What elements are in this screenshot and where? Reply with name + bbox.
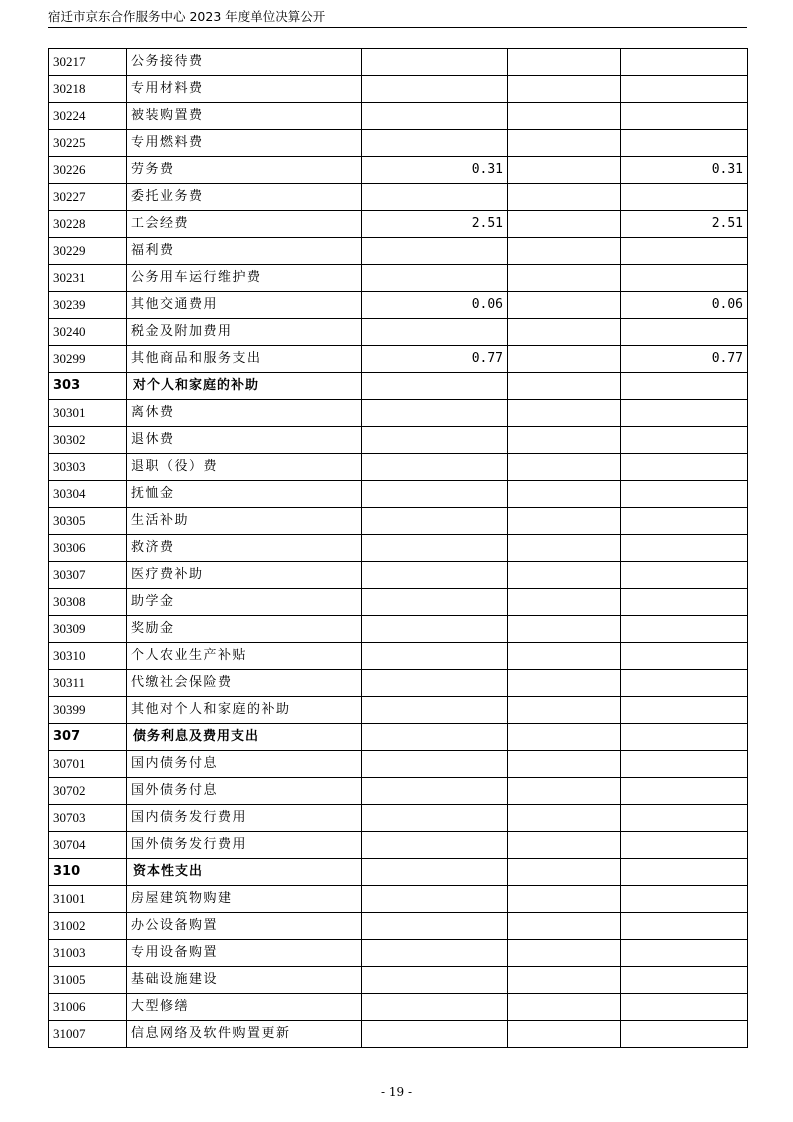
amount-col-1	[362, 913, 508, 940]
amount-col-1	[362, 535, 508, 562]
item-code: 31001	[49, 886, 127, 913]
page-header: 宿迁市京东合作服务中心 2023 年度单位决算公开	[48, 8, 747, 28]
amount-col-1	[362, 940, 508, 967]
table-row	[49, 616, 748, 643]
item-code: 30307	[49, 562, 127, 589]
amount-col-2	[508, 535, 621, 562]
item-code: 30301	[49, 400, 127, 427]
table-row	[49, 967, 748, 994]
table-row	[49, 76, 748, 103]
amount-col-3	[621, 589, 748, 616]
item-code: 30217	[49, 49, 127, 76]
item-code: 31003	[49, 940, 127, 967]
amount-col-2	[508, 49, 621, 76]
amount-col-3	[621, 967, 748, 994]
item-name: 代缴社会保险费	[127, 670, 362, 697]
amount-col-1	[362, 373, 508, 400]
item-name: 其他商品和服务支出	[127, 346, 362, 373]
item-name: 生活补助	[127, 508, 362, 535]
amount-col-1: 2.51	[362, 211, 508, 238]
item-code: 30227	[49, 184, 127, 211]
amount-col-1	[362, 967, 508, 994]
item-name: 其他对个人和家庭的补助	[127, 697, 362, 724]
amount-col-2	[508, 103, 621, 130]
amount-col-1	[362, 1021, 508, 1048]
amount-col-3	[621, 373, 748, 400]
amount-col-2	[508, 562, 621, 589]
item-code: 307	[49, 724, 127, 751]
amount-col-3	[621, 400, 748, 427]
table-row	[49, 184, 748, 211]
item-name: 资本性支出	[127, 859, 362, 886]
table-row	[49, 238, 748, 265]
amount-col-1: 0.31	[362, 157, 508, 184]
amount-col-3	[621, 103, 748, 130]
amount-col-3	[621, 481, 748, 508]
amount-col-1	[362, 886, 508, 913]
item-name: 基础设施建设	[127, 967, 362, 994]
amount-col-2	[508, 1021, 621, 1048]
item-code: 31006	[49, 994, 127, 1021]
amount-col-3: 2.51	[621, 211, 748, 238]
table-row	[49, 292, 748, 319]
item-code: 303	[49, 373, 127, 400]
amount-col-2	[508, 886, 621, 913]
amount-col-1	[362, 103, 508, 130]
item-code: 310	[49, 859, 127, 886]
item-code: 30305	[49, 508, 127, 535]
amount-col-3	[621, 940, 748, 967]
amount-col-1	[362, 778, 508, 805]
amount-col-1	[362, 697, 508, 724]
amount-col-3	[621, 913, 748, 940]
amount-col-2	[508, 778, 621, 805]
item-code: 30702	[49, 778, 127, 805]
amount-col-1	[362, 562, 508, 589]
amount-col-1	[362, 670, 508, 697]
item-name: 委托业务费	[127, 184, 362, 211]
amount-col-2	[508, 859, 621, 886]
item-name: 劳务费	[127, 157, 362, 184]
item-code: 30229	[49, 238, 127, 265]
item-name: 办公设备购置	[127, 913, 362, 940]
amount-col-3	[621, 859, 748, 886]
amount-col-2	[508, 319, 621, 346]
item-code: 30311	[49, 670, 127, 697]
table-row	[49, 589, 748, 616]
amount-col-1	[362, 481, 508, 508]
item-name: 福利费	[127, 238, 362, 265]
amount-col-1	[362, 319, 508, 346]
amount-col-2	[508, 184, 621, 211]
amount-col-3	[621, 427, 748, 454]
amount-col-2	[508, 832, 621, 859]
item-name: 公务用车运行维护费	[127, 265, 362, 292]
section-row	[49, 373, 748, 400]
section-row	[49, 724, 748, 751]
amount-col-2	[508, 994, 621, 1021]
amount-col-1	[362, 400, 508, 427]
amount-col-2	[508, 346, 621, 373]
amount-col-3	[621, 184, 748, 211]
item-name: 个人农业生产补贴	[127, 643, 362, 670]
item-code: 30309	[49, 616, 127, 643]
amount-col-1	[362, 724, 508, 751]
table-row	[49, 454, 748, 481]
table-row	[49, 508, 748, 535]
item-name: 救济费	[127, 535, 362, 562]
amount-col-1	[362, 130, 508, 157]
item-code: 30306	[49, 535, 127, 562]
item-name: 国外债务付息	[127, 778, 362, 805]
table-body	[49, 49, 748, 1048]
item-name: 抚恤金	[127, 481, 362, 508]
table-row	[49, 319, 748, 346]
amount-col-3	[621, 76, 748, 103]
amount-col-3	[621, 508, 748, 535]
item-code: 30224	[49, 103, 127, 130]
amount-col-1	[362, 616, 508, 643]
amount-col-2	[508, 724, 621, 751]
item-code: 30399	[49, 697, 127, 724]
section-row	[49, 859, 748, 886]
amount-col-2	[508, 967, 621, 994]
amount-col-2	[508, 508, 621, 535]
table-row	[49, 535, 748, 562]
amount-col-3	[621, 643, 748, 670]
amount-col-1	[362, 265, 508, 292]
item-code: 30240	[49, 319, 127, 346]
amount-col-1	[362, 49, 508, 76]
item-code: 30304	[49, 481, 127, 508]
amount-col-3	[621, 616, 748, 643]
table-row	[49, 103, 748, 130]
amount-col-2	[508, 238, 621, 265]
amount-col-3	[621, 670, 748, 697]
amount-col-1	[362, 994, 508, 1021]
table-row	[49, 643, 748, 670]
amount-col-3	[621, 886, 748, 913]
table-row	[49, 940, 748, 967]
item-name: 离休费	[127, 400, 362, 427]
item-code: 31007	[49, 1021, 127, 1048]
amount-col-1	[362, 859, 508, 886]
amount-col-1: 0.06	[362, 292, 508, 319]
item-name: 房屋建筑物购建	[127, 886, 362, 913]
table-row	[49, 886, 748, 913]
table-row	[49, 346, 748, 373]
amount-col-1	[362, 427, 508, 454]
item-name: 退休费	[127, 427, 362, 454]
item-name: 奖励金	[127, 616, 362, 643]
table-row	[49, 670, 748, 697]
item-code: 31005	[49, 967, 127, 994]
amount-col-3	[621, 238, 748, 265]
amount-col-2	[508, 400, 621, 427]
amount-col-2	[508, 76, 621, 103]
item-name: 国外债务发行费用	[127, 832, 362, 859]
amount-col-1	[362, 508, 508, 535]
amount-col-1	[362, 751, 508, 778]
amount-col-3	[621, 994, 748, 1021]
amount-col-3	[621, 751, 748, 778]
amount-col-3	[621, 454, 748, 481]
item-code: 30218	[49, 76, 127, 103]
table-row	[49, 805, 748, 832]
item-name: 对个人和家庭的补助	[127, 373, 362, 400]
table-row	[49, 427, 748, 454]
amount-col-2	[508, 643, 621, 670]
table-row	[49, 130, 748, 157]
table-row	[49, 994, 748, 1021]
amount-col-2	[508, 427, 621, 454]
item-name: 被装购置费	[127, 103, 362, 130]
item-name: 退职（役）费	[127, 454, 362, 481]
amount-col-2	[508, 670, 621, 697]
item-name: 信息网络及软件购置更新	[127, 1021, 362, 1048]
item-name: 医疗费补助	[127, 562, 362, 589]
item-name: 国内债务发行费用	[127, 805, 362, 832]
table-row	[49, 400, 748, 427]
item-code: 30299	[49, 346, 127, 373]
amount-col-2	[508, 265, 621, 292]
amount-col-1: 0.77	[362, 346, 508, 373]
amount-col-3	[621, 805, 748, 832]
table-row	[49, 211, 748, 238]
table-row	[49, 1021, 748, 1048]
amount-col-2	[508, 805, 621, 832]
amount-col-2	[508, 373, 621, 400]
item-code: 30228	[49, 211, 127, 238]
item-name: 助学金	[127, 589, 362, 616]
table-row	[49, 778, 748, 805]
amount-col-1	[362, 76, 508, 103]
item-name: 公务接待费	[127, 49, 362, 76]
table-row	[49, 481, 748, 508]
amount-col-1	[362, 832, 508, 859]
item-name: 国内债务付息	[127, 751, 362, 778]
item-code: 30308	[49, 589, 127, 616]
table-row	[49, 265, 748, 292]
item-name: 其他交通费用	[127, 292, 362, 319]
expenditure-table	[48, 48, 748, 1048]
amount-col-3	[621, 1021, 748, 1048]
item-code: 30703	[49, 805, 127, 832]
page-number: - 19 -	[380, 1085, 412, 1099]
item-code: 31002	[49, 913, 127, 940]
amount-col-3	[621, 49, 748, 76]
amount-col-1	[362, 238, 508, 265]
item-name: 工会经费	[127, 211, 362, 238]
table-row	[49, 49, 748, 76]
amount-col-2	[508, 697, 621, 724]
amount-col-3: 0.77	[621, 346, 748, 373]
item-name: 税金及附加费用	[127, 319, 362, 346]
item-name: 专用材料费	[127, 76, 362, 103]
item-code: 30239	[49, 292, 127, 319]
table-row	[49, 157, 748, 184]
amount-col-1	[362, 643, 508, 670]
amount-col-2	[508, 589, 621, 616]
item-code: 30302	[49, 427, 127, 454]
table-row	[49, 562, 748, 589]
item-name: 专用燃料费	[127, 130, 362, 157]
amount-col-1	[362, 805, 508, 832]
item-name: 债务利息及费用支出	[127, 724, 362, 751]
item-code: 30303	[49, 454, 127, 481]
table-row	[49, 913, 748, 940]
amount-col-1	[362, 454, 508, 481]
amount-col-2	[508, 616, 621, 643]
item-code: 30310	[49, 643, 127, 670]
item-code: 30704	[49, 832, 127, 859]
amount-col-2	[508, 454, 621, 481]
amount-col-3	[621, 562, 748, 589]
amount-col-2	[508, 481, 621, 508]
amount-col-3	[621, 265, 748, 292]
amount-col-3	[621, 778, 748, 805]
item-code: 30231	[49, 265, 127, 292]
item-name: 大型修缮	[127, 994, 362, 1021]
amount-col-2	[508, 130, 621, 157]
amount-col-2	[508, 751, 621, 778]
amount-col-2	[508, 211, 621, 238]
amount-col-3	[621, 535, 748, 562]
item-name: 专用设备购置	[127, 940, 362, 967]
table-row	[49, 697, 748, 724]
item-code: 30701	[49, 751, 127, 778]
amount-col-3: 0.06	[621, 292, 748, 319]
amount-col-3	[621, 697, 748, 724]
amount-col-1	[362, 589, 508, 616]
amount-col-2	[508, 157, 621, 184]
amount-col-1	[362, 184, 508, 211]
amount-col-3	[621, 319, 748, 346]
amount-col-3: 0.31	[621, 157, 748, 184]
amount-col-3	[621, 832, 748, 859]
item-code: 30225	[49, 130, 127, 157]
amount-col-2	[508, 913, 621, 940]
table-row	[49, 832, 748, 859]
amount-col-2	[508, 940, 621, 967]
amount-col-2	[508, 292, 621, 319]
amount-col-3	[621, 724, 748, 751]
amount-col-3	[621, 130, 748, 157]
table-row	[49, 751, 748, 778]
item-code: 30226	[49, 157, 127, 184]
